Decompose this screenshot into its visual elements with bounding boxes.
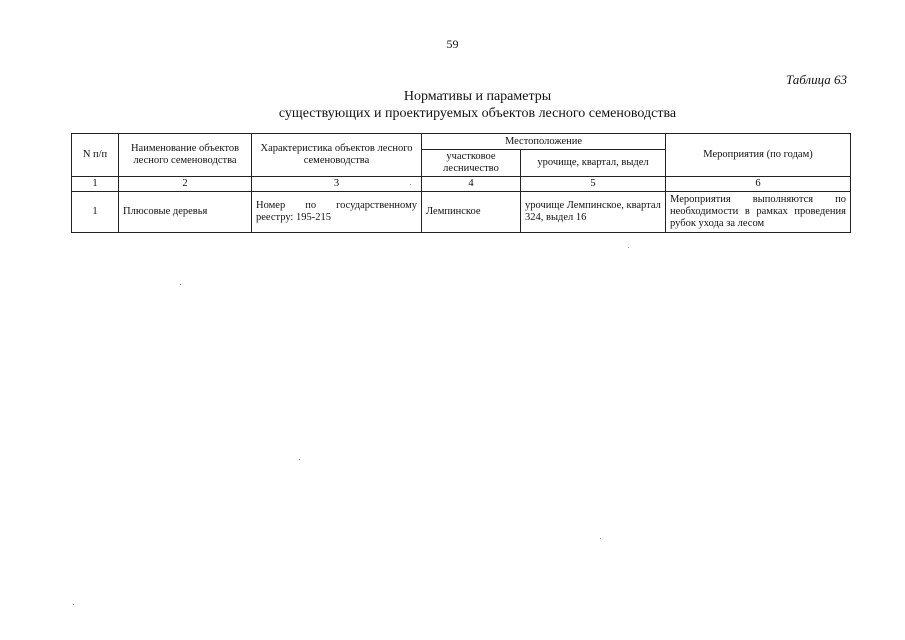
column-number: 4 xyxy=(422,177,521,192)
scan-speck xyxy=(180,284,181,285)
standards-table xyxy=(71,133,851,233)
scan-speck xyxy=(410,184,411,185)
column-number: 3 xyxy=(252,177,422,192)
header-forestry: участковое лесничество xyxy=(422,150,521,177)
header-characteristic: Характеристика объектов лесного семеноводства xyxy=(252,134,422,177)
scan-speck xyxy=(299,459,300,460)
cell-name: Плюсовые деревья xyxy=(119,192,252,233)
cell-forestry: Лемпинское xyxy=(422,192,521,233)
column-number: 5 xyxy=(521,177,666,192)
column-number: 1 xyxy=(72,177,119,192)
table-label: Таблица 63 xyxy=(785,72,847,87)
column-number-row xyxy=(72,177,851,192)
cell-measures: Мероприятия выполняются по необходимости в рамках проведения рубок ухода за лесом xyxy=(666,192,851,233)
table-title-line-2: существующих и проектируемых объектов лесного семеноводства xyxy=(278,106,677,121)
scan-speck xyxy=(600,538,601,539)
header-num: N п/п xyxy=(72,134,119,177)
column-number: 6 xyxy=(666,177,851,192)
column-number: 2 xyxy=(119,177,252,192)
cell-num: 1 xyxy=(72,192,119,233)
scan-speck xyxy=(628,247,629,248)
scan-speck xyxy=(73,604,74,605)
cell-tract: урочище Лемпинское, квартал 324, выдел 16 xyxy=(521,192,666,233)
cell-characteristic: Номер по государственному реестру: 195-215 xyxy=(252,192,422,233)
page-number: 59 xyxy=(446,37,459,51)
table-row xyxy=(72,192,851,233)
table-title-line-1: Нормативы и параметры xyxy=(403,89,552,104)
header-location: Местоположение xyxy=(422,134,666,150)
header-measures: Мероприятия (по годам) xyxy=(666,134,851,177)
header-tract: урочище, квартал, выдел xyxy=(521,150,666,177)
header-name: Наименование объектов лесного семеноводства xyxy=(119,134,252,177)
